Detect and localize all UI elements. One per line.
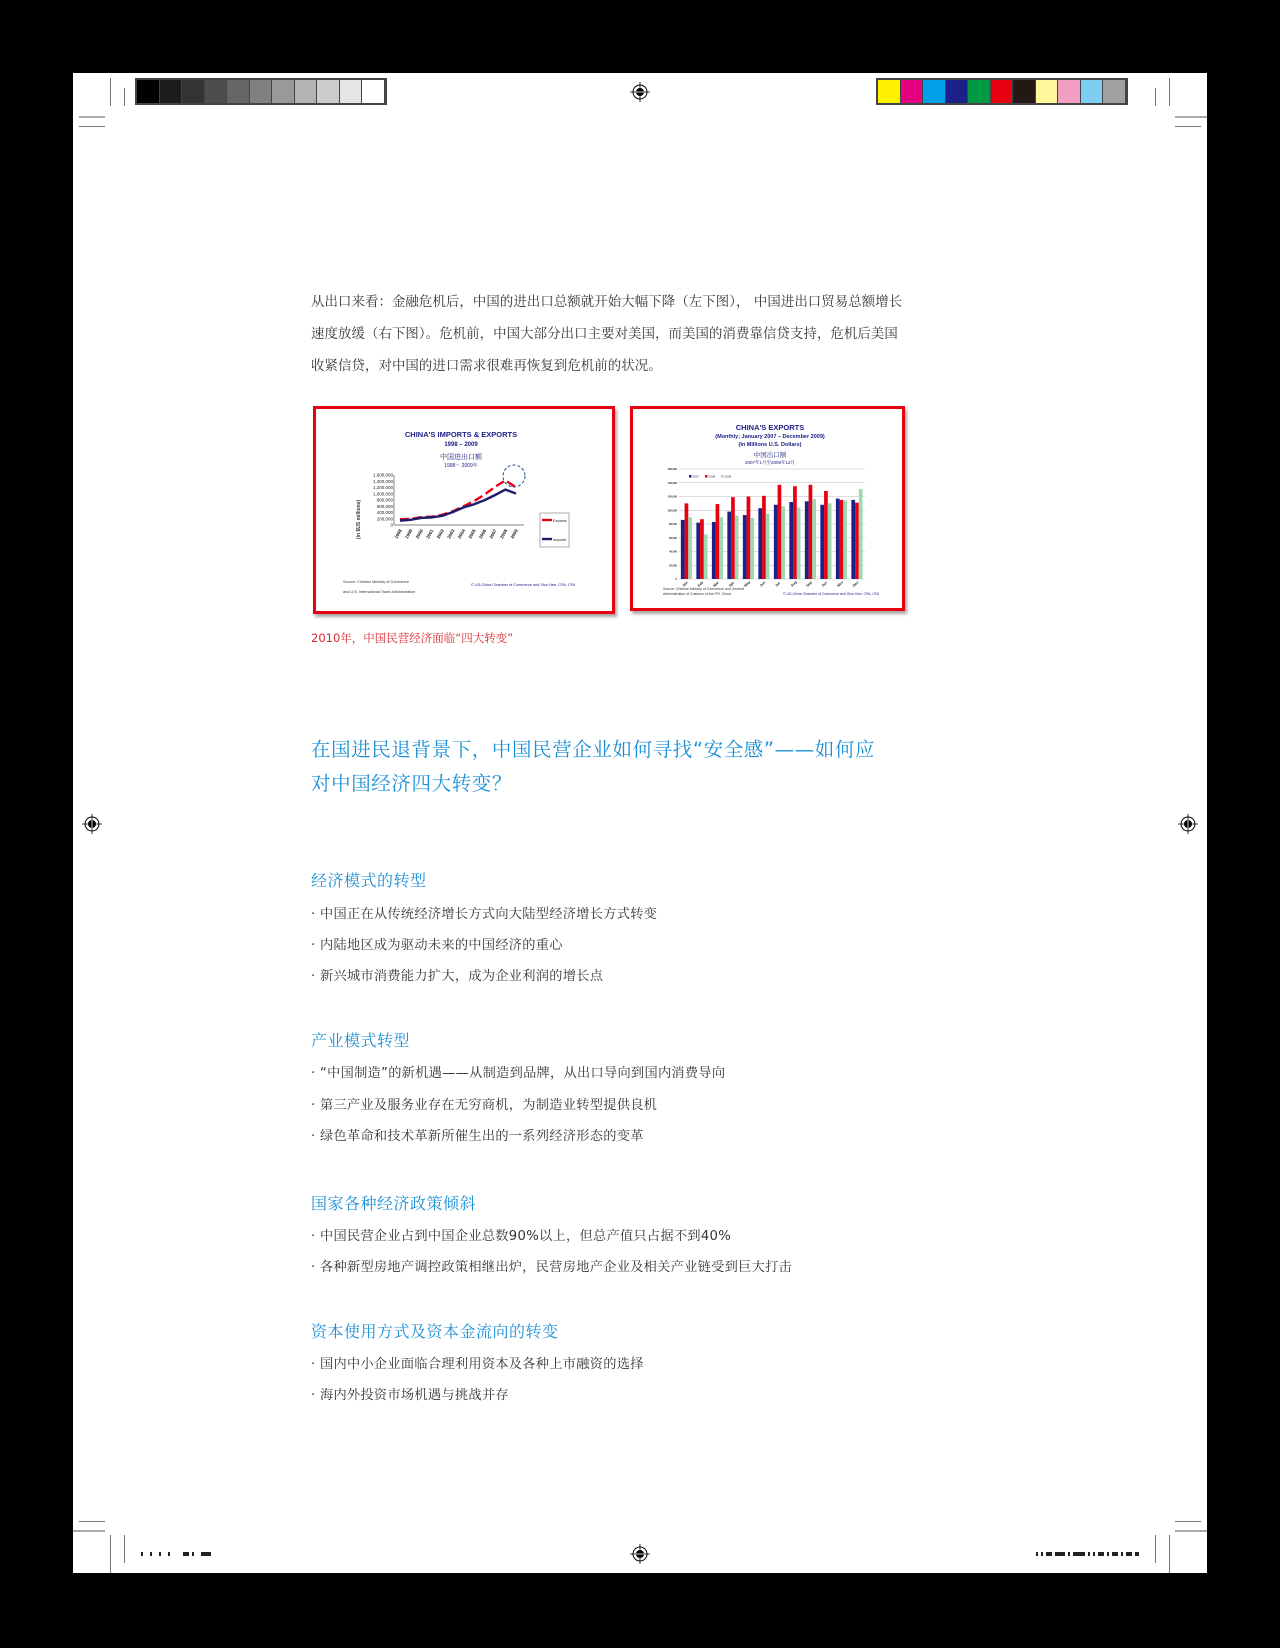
svg-text:中国进出口额: 中国进出口额: [440, 454, 482, 461]
svg-text:Jul: Jul: [774, 581, 781, 588]
section-title: 资本使用方式及资本金流向的转变: [311, 1322, 559, 1341]
svg-text:2003: 2003: [446, 528, 456, 540]
section-title: 经济模式的转型: [311, 871, 427, 890]
svg-text:1999: 1999: [404, 528, 414, 540]
bullet-item: · “中国制造”的新机遇——从制造到品牌，从出口导向到国内消费导向: [311, 1066, 726, 1081]
crop-mark: [1175, 126, 1201, 127]
gray-swatch: [182, 80, 205, 103]
crop-mark: [1155, 1535, 1156, 1563]
gray-swatch: [295, 80, 318, 103]
crop-mark: [124, 1535, 125, 1563]
grayscale-swatch-bar: [135, 78, 387, 105]
registration-mark-icon: [82, 814, 102, 834]
gray-swatch: [137, 80, 160, 103]
svg-text:Sep: Sep: [805, 580, 813, 588]
svg-text:1,400,000: 1,400,000: [372, 478, 393, 484]
color-swatch: [991, 80, 1014, 103]
svg-text:0: 0: [675, 578, 677, 581]
color-swatch: [1058, 80, 1081, 103]
svg-text:(in $US millions): (in $US millions): [356, 499, 362, 539]
svg-text:800,000: 800,000: [376, 497, 393, 503]
svg-text:CHINA'S IMPORTS & EXPORTS: CHINA'S IMPORTS & EXPORTS: [404, 430, 518, 439]
color-swatch: [1036, 80, 1059, 103]
color-swatch-bar: [876, 78, 1128, 105]
monthly-exports-chart: [630, 406, 905, 611]
imports-exports-chart: [313, 406, 615, 614]
svg-text:2001: 2001: [425, 528, 435, 540]
color-swatch: [878, 80, 901, 103]
imports-exports-line-chart: [316, 409, 612, 611]
registration-mark-icon: [1178, 814, 1198, 834]
svg-text:60,000: 60,000: [669, 536, 677, 540]
svg-text:2009: 2009: [724, 474, 732, 479]
svg-text:and U.S. International Trade A: and U.S. International Trade Administration: [343, 590, 416, 594]
section-title: 国家各种经济政策倾斜: [311, 1194, 477, 1213]
svg-text:600,000: 600,000: [376, 503, 393, 509]
svg-text:2002: 2002: [435, 528, 446, 540]
gray-swatch: [362, 80, 385, 103]
color-swatch: [968, 80, 991, 103]
print-marks-dashes: [141, 1551, 223, 1557]
svg-text:Apr: Apr: [728, 580, 736, 588]
color-swatch: [923, 80, 946, 103]
svg-text:Dec: Dec: [852, 580, 860, 588]
svg-text:140,000: 140,000: [667, 481, 677, 485]
registration-mark-icon: [630, 82, 650, 102]
crop-mark: [79, 1521, 105, 1522]
svg-text:1,600,000: 1,600,000: [372, 472, 393, 478]
svg-text:2008: 2008: [498, 528, 509, 540]
svg-text:Feb: Feb: [697, 580, 705, 588]
monthly-exports-bar-chart: [633, 409, 902, 608]
color-swatch: [901, 80, 924, 103]
svg-text:(In Millions U.S. Dollars): (In Millions U.S. Dollars): [738, 442, 802, 448]
crop-mark: [1175, 116, 1207, 118]
gray-swatch: [160, 80, 183, 103]
svg-text:2006: 2006: [477, 528, 488, 540]
svg-text:20,000: 20,000: [669, 564, 677, 568]
svg-text:200,000: 200,000: [376, 516, 393, 522]
crop-mark: [110, 1535, 111, 1573]
registration-mark-icon: [630, 1544, 650, 1564]
svg-text:1998 – 2009: 1998 – 2009: [444, 442, 478, 448]
svg-text:May: May: [743, 580, 752, 588]
svg-text:2008: 2008: [708, 474, 716, 479]
gray-swatch: [205, 80, 228, 103]
figure-caption: 2010年，中国民营经济面临“四大转变”: [311, 631, 514, 645]
gray-swatch: [317, 80, 340, 103]
svg-text:Source: Chinese Ministry of Co: Source: Chinese Ministry of Commerce and General: [663, 587, 745, 591]
svg-text:0: 0: [390, 522, 393, 528]
bullet-item: · 海内外投资市场机遇与挑战并存: [311, 1388, 509, 1403]
svg-text:Source: Chinese Ministry of Co: Source: Chinese Ministry of Commerce: [343, 580, 410, 584]
svg-text:2007: 2007: [488, 528, 498, 540]
svg-text:2005: 2005: [467, 528, 477, 540]
svg-text:120,000: 120,000: [667, 495, 677, 499]
svg-text:2007: 2007: [692, 474, 700, 479]
crop-mark: [1155, 88, 1156, 106]
svg-text:(Monthly; January 2007 – Decem: (Monthly; January 2007 – December 2009): [715, 434, 825, 440]
svg-text:400,000: 400,000: [376, 510, 393, 515]
crop-mark: [79, 116, 105, 118]
svg-text:Mar: Mar: [712, 580, 720, 588]
gray-swatch: [272, 80, 295, 103]
gray-swatch: [340, 80, 363, 103]
bullet-item: · 内陆地区成为驱动未来的中国经济的重心: [311, 938, 563, 953]
svg-text:© US-China Chamber of Commerce: © US-China Chamber of Commerce and Siva Yam, CPA, CFA: [783, 592, 880, 596]
color-swatch: [946, 80, 969, 103]
svg-text:Nov: Nov: [836, 580, 845, 588]
svg-text:1998～ 2009年: 1998～ 2009年: [444, 463, 478, 469]
svg-text:CHINA'S EXPORTS: CHINA'S EXPORTS: [735, 423, 805, 432]
svg-text:100,000: 100,000: [667, 509, 677, 513]
svg-text:1,200,000: 1,200,000: [372, 485, 393, 490]
svg-text:2009: 2009: [509, 528, 519, 540]
svg-text:1,000,000: 1,000,000: [372, 491, 393, 497]
color-swatch: [1081, 80, 1104, 103]
color-swatch: [1013, 80, 1036, 103]
crop-mark: [79, 126, 105, 127]
crop-mark: [1175, 1521, 1201, 1522]
crop-mark: [124, 88, 125, 106]
svg-text:2000: 2000: [414, 528, 424, 540]
bullet-item: · 中国正在从传统经济增长方式向大陆型经济增长方式转变: [311, 907, 658, 922]
gray-swatch: [250, 80, 273, 103]
svg-text:Exports: Exports: [553, 518, 567, 523]
svg-text:Jun: Jun: [759, 580, 767, 588]
svg-text:2007年1月至2009年12月: 2007年1月至2009年12月: [744, 460, 796, 465]
bullet-item: · 国内中小企业面临合理利用资本及各种上市融资的选择: [311, 1357, 644, 1372]
bullet-item: · 新兴城市消费能力扩大，成为企业利润的增长点: [311, 969, 604, 984]
svg-text:160,000: 160,000: [667, 468, 677, 471]
svg-text:80,000: 80,000: [669, 523, 677, 526]
svg-text:Imports: Imports: [553, 537, 567, 542]
section-title: 产业模式转型: [311, 1031, 411, 1050]
crop-mark: [1169, 1535, 1170, 1573]
color-swatch: [1103, 80, 1126, 103]
svg-text:1998: 1998: [393, 528, 403, 540]
svg-text:Oct: Oct: [821, 580, 828, 588]
crop-mark: [110, 78, 111, 106]
bullet-item: · 绿色革命和技术革新所催生出的一系列经济形态的变革: [311, 1129, 644, 1144]
crop-mark: [1175, 1530, 1207, 1532]
crop-mark: [1169, 78, 1170, 106]
intro-paragraph: 从出口来看：金融危机后，中国的进出口总额就开始大幅下降（左下图）， 中国进出口贸易总额增长速度放缓（右下图）。危机前，中国大部分出口主要对美国，而美国的消费靠信贷支持，危机后美国收紧信贷，对中国的进口需求很难再恢复到危机前的状况。: [311, 295, 903, 374]
bullet-item: · 各种新型房地产调控政策相继出炉，民营房地产企业及相关产业链受到巨大打击: [311, 1260, 793, 1275]
svg-text:Administration of Customs of t: Administration of Customs of the P.R. China: [663, 592, 732, 596]
gray-swatch: [227, 80, 250, 103]
print-marks-dashes: [1036, 1551, 1146, 1557]
svg-text:40,000: 40,000: [669, 550, 677, 554]
crop-mark: [73, 1530, 105, 1532]
svg-text:© US-China Chamber of Commerce: © US-China Chamber of Commerce and Siva Yam, CPA, CFA: [471, 583, 576, 587]
svg-text:Jan: Jan: [681, 580, 689, 588]
svg-text:中国出口额: 中国出口额: [753, 452, 787, 459]
svg-text:2004: 2004: [456, 528, 467, 540]
svg-text:Aug: Aug: [790, 580, 798, 588]
bullet-item: · 第三产业及服务业存在无穷商机，为制造业转型提供良机: [311, 1098, 658, 1113]
main-headline: 在国进民退背景下，中国民营企业如何寻找“安全感”——如何应对中国经济四大转变？: [311, 738, 876, 795]
bullet-item: · 中国民营企业占到中国企业总数90%以上，但总产值只占据不到40%: [311, 1229, 732, 1244]
